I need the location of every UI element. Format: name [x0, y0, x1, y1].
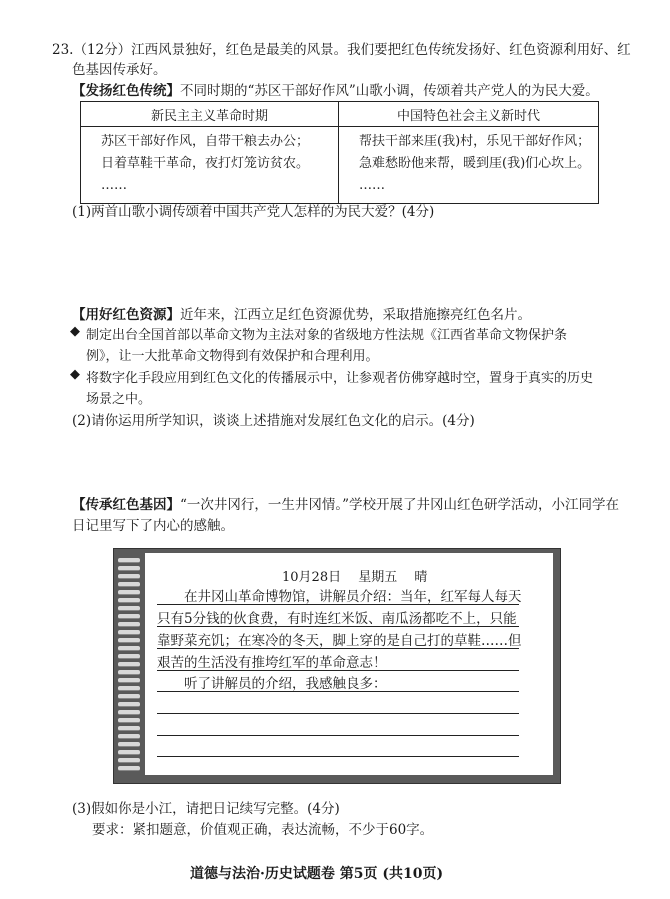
writing-requirement: 要求：紧扣题意，价值观正确，表达流畅，不少于60字。	[92, 822, 434, 838]
diary-answer-line[interactable]	[157, 735, 519, 736]
diary-answer-line[interactable]	[157, 713, 519, 714]
part1-intro	[72, 79, 599, 99]
subquestion-1: (1)两首山歌小调传颂着中国共产党人怎样的为民大爱？(4分)	[72, 204, 435, 220]
question-intro-line1	[52, 38, 631, 58]
question-intro-text: 江西风景独好，红色是最美的风景。我们要把红色传统发扬好、红色资源利用好、红	[131, 42, 631, 58]
part1-text: 不同时期的“苏区干部好作风”山歌小调，传颂着共产党人的为民大爱。	[180, 83, 599, 99]
bullet2-line2: 场景之中。	[86, 392, 152, 407]
bullet-icon: ◆	[70, 367, 80, 382]
right-song-ellipsis: ……	[359, 178, 385, 193]
part3-tag: 【传承红色基因】	[72, 497, 180, 513]
bullet-icon: ◆	[70, 324, 80, 339]
diary-line: 在井冈山革命博物馆，讲解员介绍：当年，红军每人每天	[157, 589, 522, 605]
diary-line: 听了讲解员的介绍，我感触良多：	[157, 676, 387, 692]
bullet2-line1: 将数字化手段应用到红色文化的传播展示中，让参观者仿佛穿越时空，置身于真实的历史	[86, 371, 594, 386]
diary-rule	[157, 670, 519, 671]
spiral-binding-icon	[118, 556, 140, 776]
part2-text: 近年来，江西立足红色资源优势，采取措施擦亮红色名片。	[180, 307, 531, 323]
diary-rule	[157, 604, 519, 605]
bullet1-line2: 例》，让一大批革命文物得到有效保护和合理利用。	[86, 349, 379, 364]
table-header-left: 新民主主义革命时期	[81, 102, 339, 127]
part2-tag: 【用好红色资源】	[72, 307, 180, 323]
diary-rule	[157, 691, 519, 692]
left-song-ellipsis: ……	[101, 178, 127, 193]
right-song-line: 急难愁盼他来帮，暖到厓(我)们心坎上。	[359, 156, 591, 171]
page-footer: 道德与法治·历史试题卷 第5页 (共10页)	[190, 866, 444, 882]
part3-intro-line1	[72, 493, 619, 513]
table-cell-left	[81, 127, 339, 204]
table-header-right: 中国特色社会主义新时代	[339, 102, 599, 127]
subquestion-2: (2)请你运用所学知识，谈谈上述措施对发展红色文化的启示。(4分)	[72, 413, 475, 429]
diary-date-header: 10月28日 星期五 晴	[282, 570, 428, 585]
diary-line: 靠野菜充饥；在寒冷的冬天，脚上穿的是自己打的草鞋……但	[157, 633, 522, 649]
diary-answer-line[interactable]	[157, 756, 519, 757]
left-song-line: 苏区干部好作风，自带干粮去办公；	[101, 134, 310, 149]
diary-rule	[157, 648, 519, 649]
song-table	[80, 101, 599, 204]
part3-intro-line2: 日记里写下了内心的感触。	[72, 518, 234, 534]
subquestion-3: (3)假如你是小江，请把日记续写完整。(4分)	[72, 801, 340, 817]
bullet1-line1: 制定出台全国首部以革命文物为主法对象的省级地方性法规《江西省革命文物保护条	[86, 328, 568, 343]
part2-intro	[72, 303, 531, 323]
table-cell-right	[339, 127, 599, 204]
question-intro-line2: 色基因传承好。	[72, 62, 167, 78]
diary-line: 只有5分钱的伙食费，有时连红米饭、南瓜汤都吃不上，只能	[157, 611, 517, 627]
question-number: 23.（12分）	[52, 42, 132, 58]
part1-tag: 【发扬红色传统】	[72, 83, 180, 99]
diary-line: 艰苦的生活没有推垮红军的革命意志！	[157, 655, 387, 671]
left-song-line: 日着草鞋干革命，夜打灯笼访贫农。	[101, 156, 310, 171]
part3-text: “一次井冈行，一生井冈情。”学校开展了井冈山红色研学活动，小江同学在	[180, 497, 620, 513]
right-song-line: 帮扶干部来厓(我)村，乐见干部好作风；	[359, 134, 591, 149]
diary-rule	[157, 626, 519, 627]
